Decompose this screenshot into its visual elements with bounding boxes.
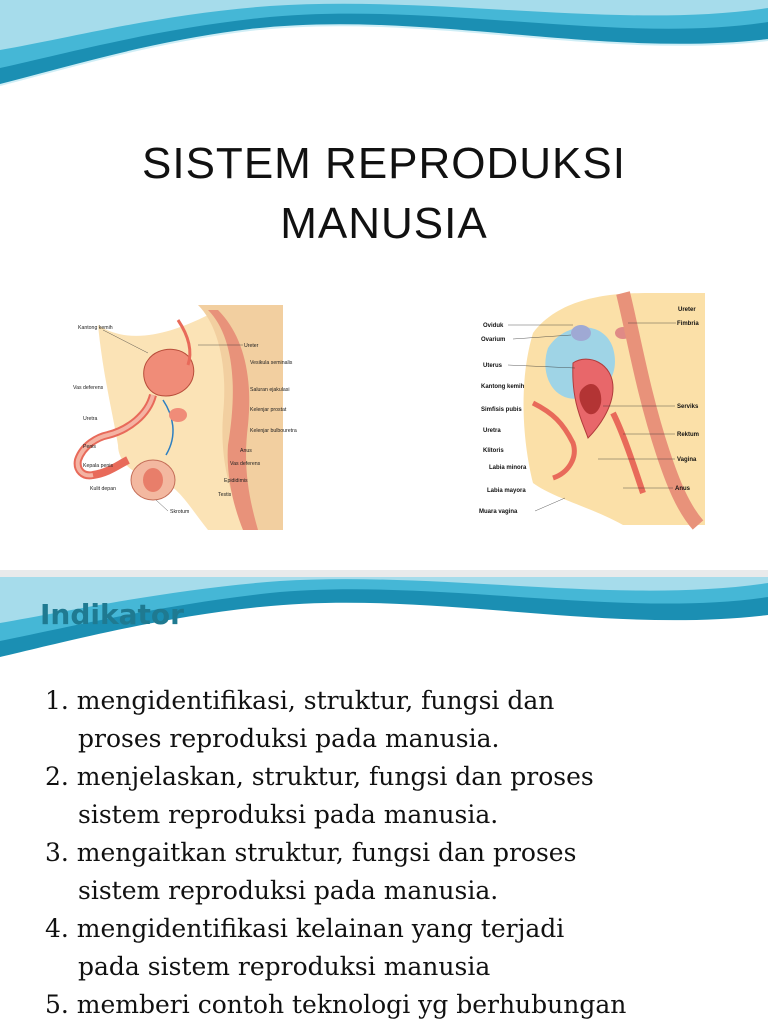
male-reproductive-diagram: [58, 305, 297, 530]
label-serviks: Serviks: [677, 404, 699, 410]
label-saluran: Saluran ejakulasi: [250, 387, 290, 393]
list-item: [45, 986, 745, 1024]
slide-title-line-1: SISTEM REPRODUKSI: [142, 139, 626, 188]
list-item-line-2: proses reproduksi pada manusia.: [78, 724, 500, 753]
label-anus: Anus: [675, 486, 690, 492]
label-uretra: Uretra: [83, 416, 98, 422]
label-vagina: Vagina: [677, 457, 697, 463]
label-skrotum: Skrotum: [170, 509, 190, 515]
label-muara-vagina: Muara vagina: [479, 509, 518, 515]
label-oviduk: Oviduk: [483, 323, 504, 329]
section-heading: Indikator: [40, 598, 184, 631]
label-kantong-kemih: Kantong kemih: [78, 325, 113, 331]
label-kulit-depan: Kulit depan: [90, 486, 116, 492]
label-anus: Anus: [240, 448, 252, 454]
list-item-line-2: sistem reproduksi pada manusia.: [78, 876, 499, 905]
label-vas-deferens-right: Vas deferens: [230, 461, 261, 467]
label-kelenjar-prostat: Kelenjar prostat: [250, 407, 287, 413]
list-item-line-1: 1. mengidentifikasi, struktur, fungsi dan: [45, 686, 555, 715]
indicator-slide: [0, 577, 768, 1024]
list-item-line-2: sistem reproduksi pada manusia.: [78, 800, 499, 829]
label-simfisis: Simfisis pubis: [481, 407, 522, 413]
list-item-line-1: 5. memberi contoh teknologi yg berhubungan: [45, 990, 627, 1019]
label-kantong-kemih: Kantong kemih: [481, 384, 525, 390]
list-item-line-1: 4. mengidentifikasi kelainan yang terjadi: [45, 914, 565, 943]
label-testis: Testis: [218, 492, 232, 498]
list-item: [45, 682, 745, 758]
label-vas-deferens-left: Vas deferens: [73, 385, 104, 391]
label-kepala-penis: Kepala penis: [83, 463, 113, 469]
label-rektum: Rektum: [677, 432, 700, 438]
label-ureter: Ureter: [678, 307, 696, 313]
list-item: [45, 834, 745, 910]
header-wave-decoration: [0, 0, 768, 100]
label-fimbria: Fimbria: [677, 321, 699, 327]
label-labia-mayora: Labia mayora: [487, 488, 526, 494]
list-item: [45, 910, 745, 986]
female-reproductive-diagram: [473, 293, 705, 525]
list-item-line-1: 2. menjelaskan, struktur, fungsi dan proses: [45, 762, 594, 791]
label-labia-minora: Labia minora: [489, 465, 527, 471]
label-kelenjar-bulbo: Kelenjar bulbouretra: [250, 428, 297, 434]
label-uterus: Uterus: [483, 363, 503, 369]
label-ovarium: Ovarium: [481, 337, 506, 343]
label-penis: Penis: [83, 444, 96, 450]
label-ureter: Ureter: [244, 343, 259, 349]
label-vesikula: Vesikula seminalis: [250, 360, 293, 366]
indicator-list: [45, 682, 745, 1024]
list-item: [45, 758, 745, 834]
label-epididimis: Epididimis: [224, 478, 248, 484]
list-item-line-2: pada sistem reproduksi manusia: [78, 952, 491, 981]
label-klitoris: Klitoris: [483, 448, 504, 454]
list-item-line-1: 3. mengaitkan struktur, fungsi dan proses: [45, 838, 577, 867]
label-uretra: Uretra: [483, 428, 501, 434]
slide-title-line-2: MANUSIA: [280, 199, 488, 248]
